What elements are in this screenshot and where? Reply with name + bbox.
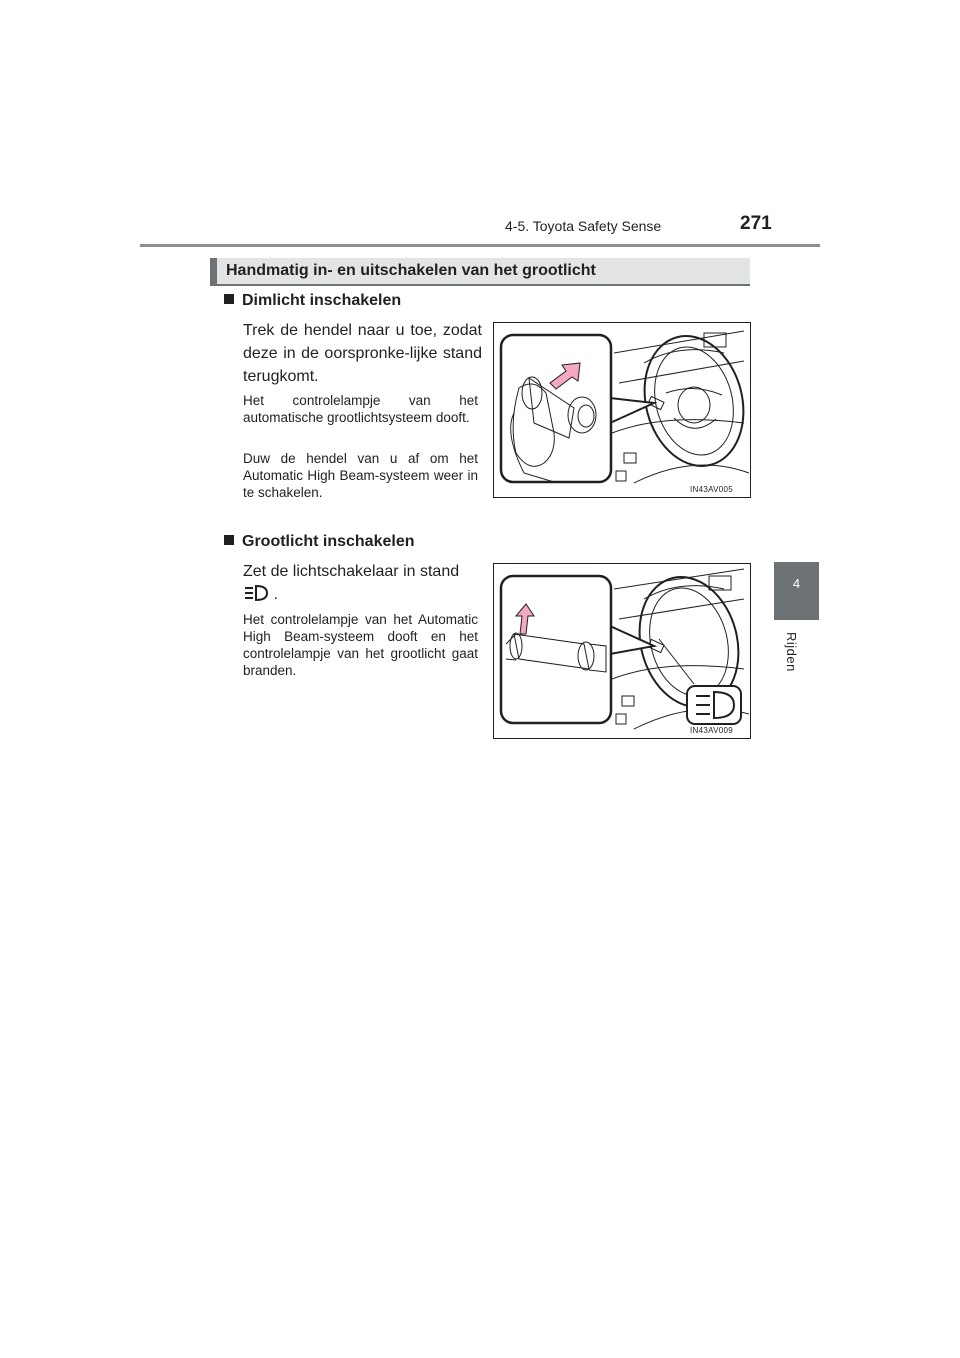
instruction-high-beam-icon-line: .: [243, 584, 278, 605]
high-beam-icon: [243, 584, 269, 602]
running-header-section: 4-5. Toyota Safety Sense: [505, 218, 662, 234]
pull-lever-illustration: [494, 323, 750, 497]
section-title: Handmatig in- en uitschakelen van het grootlicht: [226, 262, 596, 279]
chapter-tab-label: Rijden: [784, 632, 799, 672]
chapter-tab: [774, 562, 819, 620]
switch-high-beam-illustration: [494, 564, 750, 738]
header-rule: [140, 244, 820, 247]
figure-pull-lever: [493, 322, 751, 498]
figure-code: IN43AV009: [690, 726, 734, 735]
bullet-square-icon: [224, 294, 234, 304]
page-number: 271: [740, 213, 772, 234]
subheading-high-beam: Grootlicht inschakelen: [224, 533, 414, 551]
note-low-beam-2: Duw de hendel van u af om het Automatic High Beam-systeem weer in te schakelen.: [243, 451, 478, 500]
figure-code: IN43AV005: [690, 485, 734, 494]
figure-switch-high-beam: [493, 563, 751, 739]
chapter-tab-number: 4: [792, 576, 801, 591]
subheading-low-beam: Dimlicht inschakelen: [224, 292, 401, 310]
bullet-square-icon: [224, 535, 234, 545]
section-title-bar-mark: [210, 258, 217, 286]
note-high-beam-1: Het controlelampje van het Automatic High Beam-systeem dooft en het controlelampje van het grootlicht gaat branden.: [243, 612, 478, 678]
instruction-high-beam: Zet de lichtschakelaar in stand: [243, 563, 460, 580]
instruction-low-beam: Trek de hendel naar u toe, zodat deze in de oorspronke-lijke stand terugkomt.: [243, 322, 482, 385]
note-low-beam-1: Het controlelampje van het automatische grootlichtsysteem dooft.: [243, 393, 478, 425]
